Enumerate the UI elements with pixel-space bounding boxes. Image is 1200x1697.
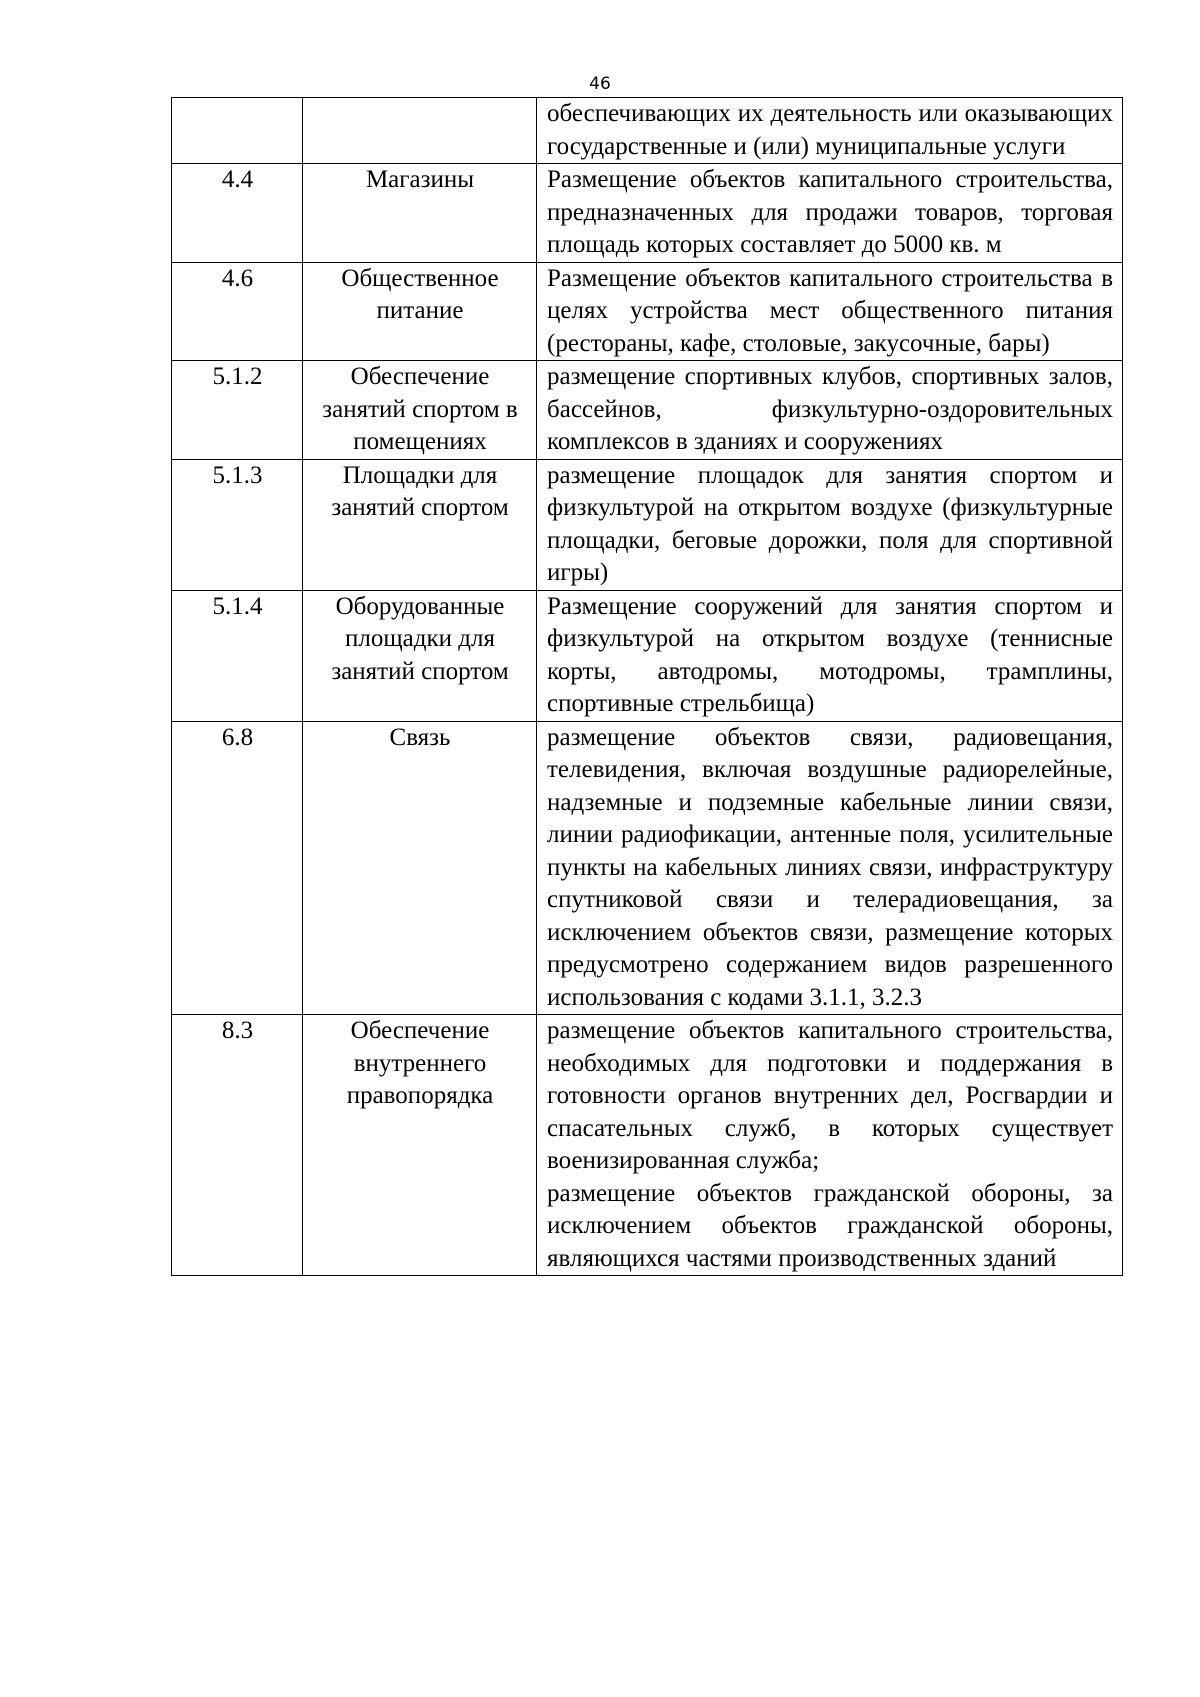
table-row — [172, 1015, 1123, 1276]
table-row — [172, 721, 1123, 1015]
land-use-table — [171, 97, 1123, 1276]
row-code: 5.1.2 — [172, 361, 303, 460]
row-description — [537, 164, 1123, 263]
table-row — [172, 459, 1123, 590]
row-code: 5.1.3 — [172, 459, 303, 590]
description-paragraph: Размещение объектов капитального строительства, предназначенных для продажи товаров, торговая площадь которых составляет до 5000 кв. м — [547, 166, 1113, 258]
row-description — [537, 262, 1123, 361]
row-name: Общественное питание — [303, 262, 537, 361]
description-paragraph: размещение объектов капитального строительства, необходимых для подготовки и поддержания в готовности органов внутренних дел, Росгвардии и спасательных служб, в которых существует военизированная служба; — [547, 1017, 1113, 1174]
row-code — [172, 98, 303, 164]
row-code: 8.3 — [172, 1015, 303, 1276]
table-row — [172, 262, 1123, 361]
table-row — [172, 361, 1123, 460]
table-row — [172, 98, 1123, 164]
row-description — [537, 459, 1123, 590]
description-paragraph: размещение спортивных клубов, спортивных залов, бассейнов, физкультурно-оздоровительных комплексов в зданиях и сооружениях — [547, 363, 1113, 455]
row-name: Площадки для занятий спортом — [303, 459, 537, 590]
row-name: Магазины — [303, 164, 537, 263]
row-code: 4.6 — [172, 262, 303, 361]
row-description — [537, 721, 1123, 1015]
row-name: Обеспечение внутреннего правопорядка — [303, 1015, 537, 1276]
row-code: 4.4 — [172, 164, 303, 263]
row-description — [537, 361, 1123, 460]
row-name: Связь — [303, 721, 537, 1015]
description-paragraph: размещение объектов гражданской обороны, за исключением объектов гражданской обороны, являющихся частями производственных зданий — [547, 1179, 1113, 1272]
description-paragraph: Размещение сооружений для занятия спортом и физкультурой на открытом воздухе (теннисные корты, автодромы, мотодромы, трамплины, спортивные стрельбища) — [547, 592, 1113, 717]
row-description — [537, 590, 1123, 721]
row-code: 6.8 — [172, 721, 303, 1015]
description-paragraph: Размещение объектов капитального строительства в целях устройства мест общественного питания (рестораны, кафе, столовые, закусочные, бары) — [547, 264, 1113, 357]
row-name: Оборудованные площадки для занятий спортом — [303, 590, 537, 721]
row-code: 5.1.4 — [172, 590, 303, 721]
row-name: Обеспечение занятий спортом в помещениях — [303, 361, 537, 460]
table-row — [172, 590, 1123, 721]
description-paragraph: размещение площадок для занятия спортом и физкультурой на открытом воздухе (физкультурные площадки, беговые дорожки, поля для спортивной игры) — [547, 461, 1113, 586]
row-description — [537, 1015, 1123, 1276]
table-row — [172, 164, 1123, 263]
row-description — [537, 98, 1123, 164]
row-name — [303, 98, 537, 164]
page-number: 46 — [589, 74, 611, 94]
description-paragraph: обеспечивающих их деятельность или оказывающих государственные и (или) муниципальные услуги — [547, 100, 1113, 160]
description-paragraph: размещение объектов связи, радиовещания, телевидения, включая воздушные радиорелейные, надземные и подземные кабельные линии связи, линии радиофикации, антенные поля, усилительные пункты на кабельных линиях связи, инфраструктуру спутниковой связи и телерадиовещания, за исключением объектов связи, размещение которых предусмотрено содержанием видов разрешенного использования с кодами 3.1.1, 3.2.3 — [547, 723, 1113, 1011]
